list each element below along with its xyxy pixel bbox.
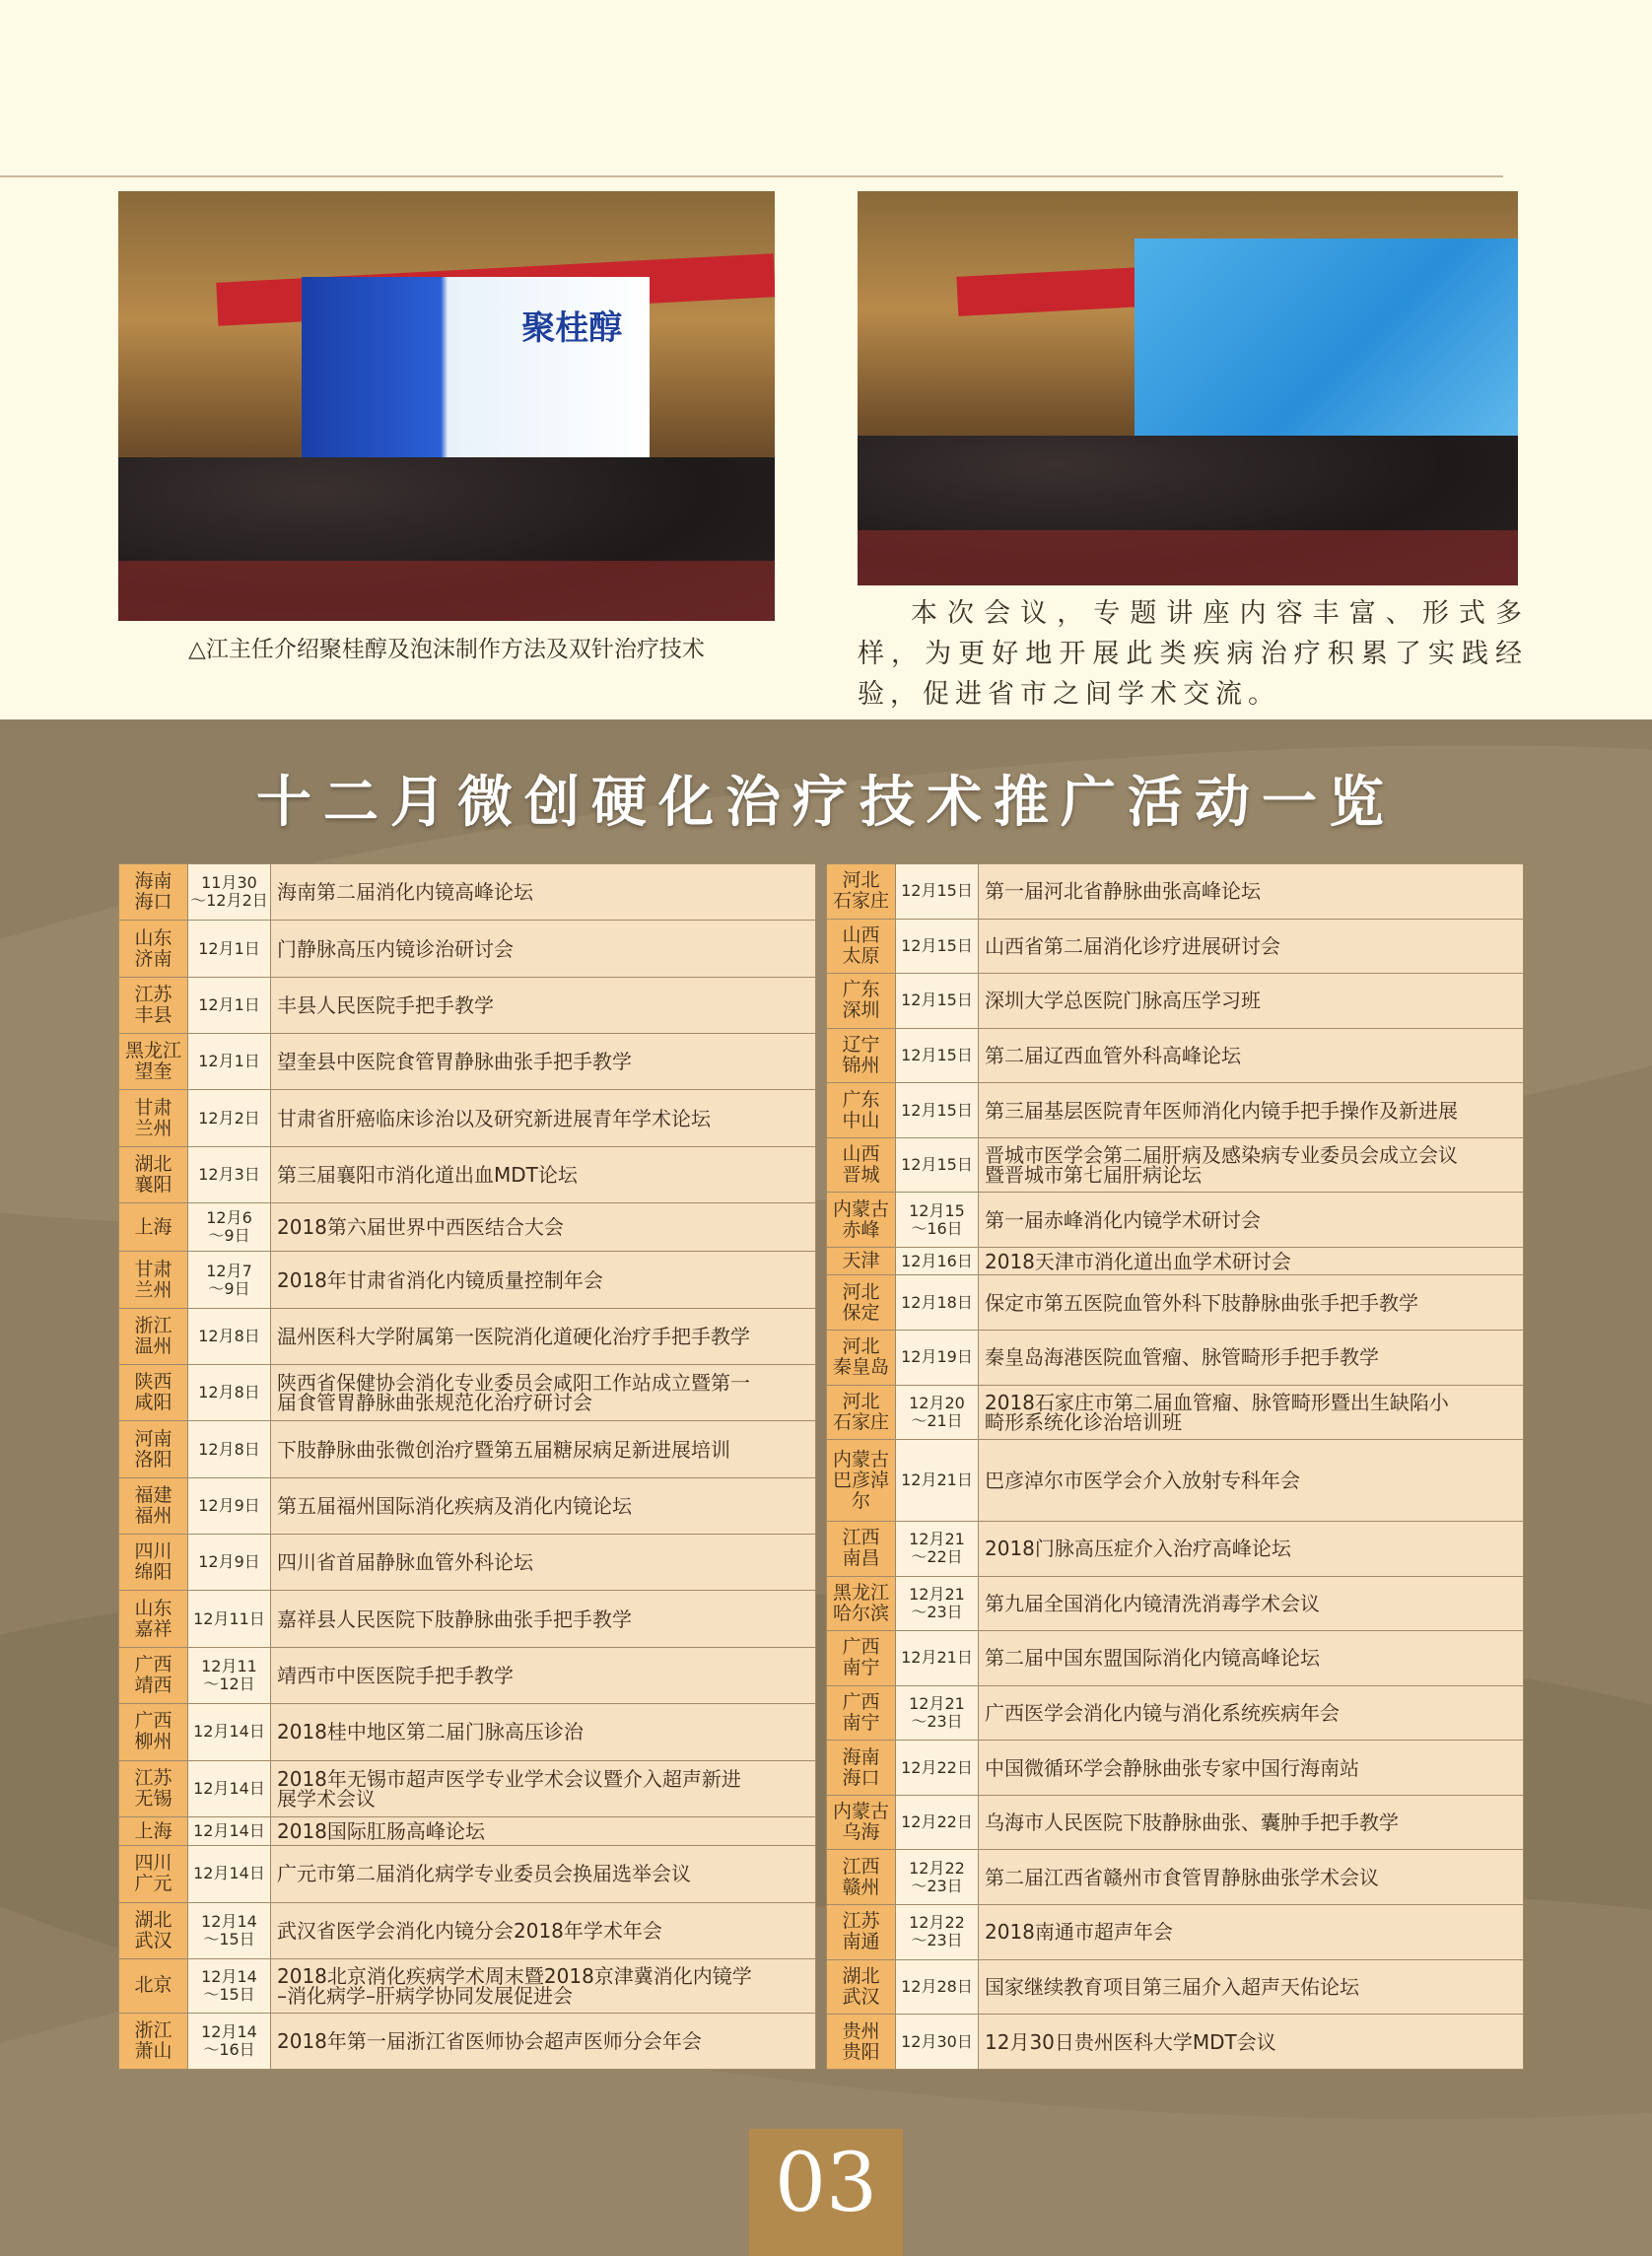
date-cell: 11月30 ～12月2日	[188, 864, 271, 921]
table-row	[827, 1028, 1524, 1083]
location-cell: 浙江 萧山	[119, 2013, 188, 2069]
event-cell: 第二届江西省赣州市食管胃静脉曲张学术会议	[979, 1850, 1524, 1905]
table-row	[119, 1365, 816, 1421]
date-cell: 12月22 ～23日	[896, 1850, 979, 1905]
table-row	[119, 977, 816, 1033]
date-cell: 12月21 ～22日	[896, 1521, 979, 1576]
date-cell: 12月14日	[188, 1816, 271, 1845]
event-cell: 2018第六届世界中西医结合大会	[271, 1203, 816, 1252]
date-cell: 12月1日	[188, 977, 271, 1033]
location-cell: 天津	[827, 1248, 896, 1275]
event-cell: 下肢静脉曲张微创治疗暨第五届糖尿病足新进展培训	[271, 1421, 816, 1477]
location-cell: 江苏 南通	[827, 1905, 896, 1960]
date-cell: 12月7 ～9日	[188, 1252, 271, 1308]
table-row	[119, 1090, 816, 1146]
location-cell: 广西 柳州	[119, 1704, 188, 1760]
event-cell: 乌海市人民医院下肢静脉曲张、囊肿手把手教学	[979, 1795, 1524, 1850]
table-row	[827, 1275, 1524, 1331]
date-cell: 12月19日	[896, 1331, 979, 1386]
date-cell: 12月30日	[896, 2015, 979, 2070]
table-row	[827, 1576, 1524, 1631]
event-cell: 2018年无锡市超声医学专业学术会议暨介入超声新进 展学术会议	[271, 1760, 816, 1816]
table-row	[827, 1795, 1524, 1850]
event-cell: 2018天津市消化道出血学术研讨会	[979, 1248, 1524, 1275]
activity-table-left	[118, 863, 816, 2070]
location-cell: 辽宁 锦州	[827, 1028, 896, 1083]
event-cell: 晋城市医学会第二届肝病及感染病专业委员会成立会议 暨晋城市第七届肝病论坛	[979, 1137, 1524, 1193]
table-row	[827, 2015, 1524, 2070]
date-cell: 12月14 ～15日	[188, 1958, 271, 2013]
date-cell: 12月14日	[188, 1760, 271, 1816]
date-cell: 12月22日	[896, 1795, 979, 1850]
event-cell: 广西医学会消化内镜与消化系统疾病年会	[979, 1685, 1524, 1741]
table-row	[119, 2013, 816, 2069]
activity-table-right	[826, 863, 1524, 2070]
location-cell: 江西 南昌	[827, 1521, 896, 1576]
location-cell: 陕西 咸阳	[119, 1365, 188, 1421]
event-cell: 2018门脉高压症介入治疗高峰论坛	[979, 1521, 1524, 1576]
location-cell: 浙江 温州	[119, 1308, 188, 1364]
event-cell: 武汉省医学会消化内镜分会2018年学术年会	[271, 1902, 816, 1958]
location-cell: 湖北 武汉	[119, 1902, 188, 1958]
table-row	[827, 1521, 1524, 1576]
event-cell: 四川省首届静脉血管外科论坛	[271, 1535, 816, 1591]
event-cell: 靖西市中医医院手把手教学	[271, 1647, 816, 1703]
table-row	[827, 1331, 1524, 1386]
lecture-photo-right	[858, 191, 1518, 585]
date-cell: 12月8日	[188, 1365, 271, 1421]
date-cell: 12月22日	[896, 1741, 979, 1796]
event-cell: 2018石家庄市第二届血管瘤、脉管畸形暨出生缺陷小 畸形系统化诊治培训班	[979, 1385, 1524, 1440]
table-row	[827, 919, 1524, 974]
date-cell: 12月8日	[188, 1308, 271, 1364]
location-cell: 河北 秦皇岛	[827, 1331, 896, 1386]
date-cell: 12月15日	[896, 1028, 979, 1083]
date-cell: 12月21日	[896, 1631, 979, 1686]
date-cell: 12月22 ～23日	[896, 1905, 979, 1960]
table-row	[827, 1685, 1524, 1741]
event-cell: 海南第二届消化内镜高峰论坛	[271, 864, 816, 921]
date-cell: 12月14 ～16日	[188, 2013, 271, 2069]
lecture-photo-left	[118, 191, 775, 621]
date-cell: 12月14 ～15日	[188, 1902, 271, 1958]
table-row	[119, 1203, 816, 1252]
date-cell: 12月16日	[896, 1248, 979, 1275]
location-cell: 甘肃 兰州	[119, 1090, 188, 1146]
location-cell: 江苏 无锡	[119, 1760, 188, 1816]
location-cell: 山东 嘉祥	[119, 1591, 188, 1647]
event-cell: 第五届福州国际消化疾病及消化内镜论坛	[271, 1477, 816, 1534]
date-cell: 12月1日	[188, 1034, 271, 1090]
event-cell: 甘肃省肝癌临床诊治以及研究新进展青年学术论坛	[271, 1090, 816, 1146]
meeting-summary: 本次会议，专题讲座内容丰富、形式多样，为更好地开展此类疾病治疗积累了实践经验，促进省市之间学术交流。	[858, 598, 1528, 710]
date-cell: 12月9日	[188, 1535, 271, 1591]
event-cell: 2018年甘肃省消化内镜质量控制年会	[271, 1252, 816, 1308]
date-cell: 12月3日	[188, 1146, 271, 1202]
table-row	[119, 1308, 816, 1364]
event-cell: 2018北京消化疾病学术周末暨2018京津冀消化内镜学 –消化病学–肝病学协同发展促进会	[271, 1958, 816, 2013]
date-cell: 12月15日	[896, 1083, 979, 1138]
date-cell: 12月14日	[188, 1846, 271, 1902]
table-row	[119, 1902, 816, 1958]
table-row	[827, 1137, 1524, 1193]
location-cell: 河北 石家庄	[827, 1385, 896, 1440]
event-cell: 第二届辽西血管外科高峰论坛	[979, 1028, 1524, 1083]
location-cell: 上海	[119, 1816, 188, 1845]
date-cell: 12月6 ～9日	[188, 1203, 271, 1252]
event-cell: 第二届中国东盟国际消化内镜高峰论坛	[979, 1631, 1524, 1686]
date-cell: 12月9日	[188, 1477, 271, 1534]
location-cell: 广西 靖西	[119, 1647, 188, 1703]
location-cell: 内蒙古 赤峰	[827, 1193, 896, 1248]
event-cell: 第三届基层医院青年医师消化内镜手把手操作及新进展	[979, 1083, 1524, 1138]
date-cell: 12月1日	[188, 921, 271, 977]
location-cell: 广东 中山	[827, 1083, 896, 1138]
event-cell: 门静脉高压内镜诊治研讨会	[271, 921, 816, 977]
table-row	[119, 1535, 816, 1591]
event-cell: 2018桂中地区第二届门脉高压诊治	[271, 1704, 816, 1760]
event-cell: 第三届襄阳市消化道出血MDT论坛	[271, 1146, 816, 1202]
table-row	[827, 1741, 1524, 1796]
table-row	[827, 1193, 1524, 1248]
table-row	[827, 1631, 1524, 1686]
location-cell: 湖北 襄阳	[119, 1146, 188, 1202]
location-cell: 江西 赣州	[827, 1850, 896, 1905]
location-cell: 内蒙古 巴彦淖尔	[827, 1440, 896, 1522]
event-cell: 国家继续教育项目第三届介入超声天佑论坛	[979, 1959, 1524, 2015]
location-cell: 山西 晋城	[827, 1137, 896, 1193]
event-cell: 2018南通市超声年会	[979, 1905, 1524, 1960]
table-row	[119, 1034, 816, 1090]
date-cell: 12月15日	[896, 974, 979, 1029]
location-cell: 江苏 丰县	[119, 977, 188, 1033]
date-cell: 12月28日	[896, 1959, 979, 2015]
location-cell: 黑龙江 望奎	[119, 1034, 188, 1090]
photo-caption: △江主任介绍聚桂醇及泡沫制作方法及双针治疗技术	[188, 637, 705, 662]
table-row	[119, 1958, 816, 2013]
event-cell: 12月30日贵州医科大学MDT会议	[979, 2015, 1524, 2070]
table-row	[119, 1421, 816, 1477]
event-cell: 巴彦淖尔市医学会介入放射专科年会	[979, 1440, 1524, 1522]
date-cell: 12月15日	[896, 864, 979, 920]
event-cell: 第一届河北省静脉曲张高峰论坛	[979, 864, 1524, 920]
event-cell: 望奎县中医院食管胃静脉曲张手把手教学	[271, 1034, 816, 1090]
table-row	[827, 1959, 1524, 2015]
date-cell: 12月21 ～23日	[896, 1576, 979, 1631]
table-row	[119, 1477, 816, 1534]
page-number: 03	[774, 2137, 878, 2230]
location-cell: 黑龙江 哈尔滨	[827, 1576, 896, 1631]
event-cell: 第九届全国消化内镜清洗消毒学术会议	[979, 1576, 1524, 1631]
location-cell: 山西 太原	[827, 919, 896, 974]
location-cell: 北京	[119, 1958, 188, 2013]
location-cell: 上海	[119, 1203, 188, 1252]
event-cell: 2018年第一届浙江省医师协会超声医师分会年会	[271, 2013, 816, 2069]
date-cell: 12月15日	[896, 919, 979, 974]
table-row	[119, 1146, 816, 1202]
event-cell: 温州医科大学附属第一医院消化道硬化治疗手把手教学	[271, 1308, 816, 1364]
location-cell: 河南 洛阳	[119, 1421, 188, 1477]
event-cell: 保定市第五医院血管外科下肢静脉曲张手把手教学	[979, 1275, 1524, 1331]
location-cell: 福建 福州	[119, 1477, 188, 1534]
location-cell: 海南 海口	[827, 1741, 896, 1796]
location-cell: 四川 绵阳	[119, 1535, 188, 1591]
event-cell: 陕西省保健协会消化专业委员会咸阳工作站成立暨第一 届食管胃静脉曲张规范化治疗研讨会	[271, 1365, 816, 1421]
event-cell: 深圳大学总医院门脉高压学习班	[979, 974, 1524, 1029]
event-cell: 中国微循环学会静脉曲张专家中国行海南站	[979, 1741, 1524, 1796]
date-cell: 12月21 ～23日	[896, 1685, 979, 1741]
table-row	[119, 1760, 816, 1816]
event-cell: 山西省第二届消化诊疗进展研讨会	[979, 919, 1524, 974]
date-cell: 12月20 ～21日	[896, 1385, 979, 1440]
location-cell: 湖北 武汉	[827, 1959, 896, 2015]
event-cell: 广元市第二届消化病学专业委员会换届选举会议	[271, 1846, 816, 1902]
location-cell: 甘肃 兰州	[119, 1252, 188, 1308]
table-row	[827, 974, 1524, 1029]
table-row	[119, 1816, 816, 1845]
date-cell: 12月2日	[188, 1090, 271, 1146]
location-cell: 山东 济南	[119, 921, 188, 977]
location-cell: 四川 广元	[119, 1846, 188, 1902]
date-cell: 12月18日	[896, 1275, 979, 1331]
table-row	[119, 1846, 816, 1902]
table-row	[827, 864, 1524, 920]
date-cell: 12月11日	[188, 1591, 271, 1647]
table-row	[119, 921, 816, 977]
location-cell: 广东 深圳	[827, 974, 896, 1029]
table-row	[119, 864, 816, 921]
table-row	[827, 1385, 1524, 1440]
table-row	[827, 1083, 1524, 1138]
location-cell: 广西 南宁	[827, 1631, 896, 1686]
table-row	[119, 1252, 816, 1308]
location-cell: 海南 海口	[119, 864, 188, 921]
event-cell: 丰县人民医院手把手教学	[271, 977, 816, 1033]
event-cell: 2018国际肛肠高峰论坛	[271, 1816, 816, 1845]
location-cell: 贵州 贵阳	[827, 2015, 896, 2070]
date-cell: 12月8日	[188, 1421, 271, 1477]
location-cell: 广西 南宁	[827, 1685, 896, 1741]
table-row	[119, 1704, 816, 1760]
location-cell: 内蒙古 乌海	[827, 1795, 896, 1850]
table-row	[119, 1647, 816, 1703]
date-cell: 12月11 ～12日	[188, 1647, 271, 1703]
section-title: 十二月微创硬化治疗技术推广活动一览	[256, 770, 1396, 835]
date-cell: 12月14日	[188, 1704, 271, 1760]
date-cell: 12月15日	[896, 1137, 979, 1193]
date-cell: 12月21日	[896, 1440, 979, 1522]
table-row	[119, 1591, 816, 1647]
table-row	[827, 1440, 1524, 1522]
date-cell: 12月15 ～16日	[896, 1193, 979, 1248]
header-divider	[0, 175, 1503, 177]
location-cell: 河北 保定	[827, 1275, 896, 1331]
table-row	[827, 1850, 1524, 1905]
table-row	[827, 1248, 1524, 1275]
location-cell: 河北 石家庄	[827, 864, 896, 920]
event-cell: 嘉祥县人民医院下肢静脉曲张手把手教学	[271, 1591, 816, 1647]
event-cell: 第一届赤峰消化内镜学术研讨会	[979, 1193, 1524, 1248]
screen-product-name: 聚桂醇	[521, 308, 623, 349]
event-cell: 秦皇岛海港医院血管瘤、脉管畸形手把手教学	[979, 1331, 1524, 1386]
table-row	[827, 1905, 1524, 1960]
